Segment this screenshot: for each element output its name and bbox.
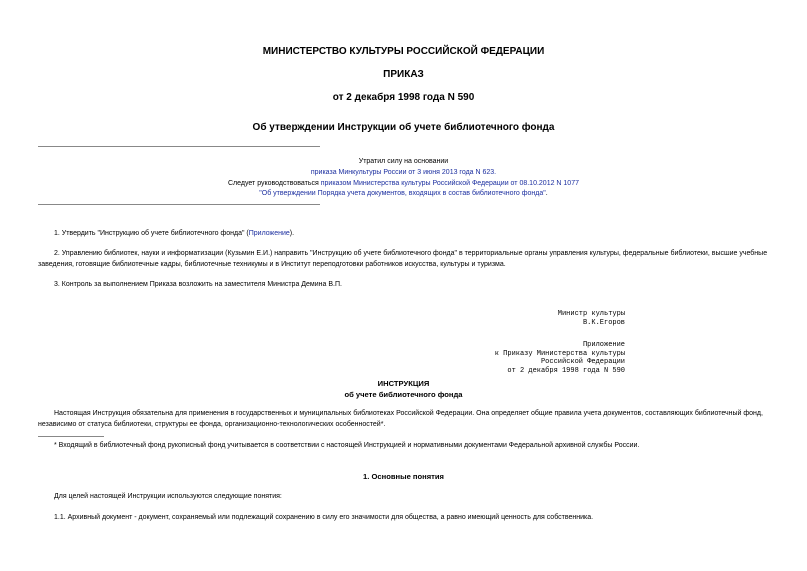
doc-date-number: от 2 декабря 1998 года N 590 — [332, 92, 475, 103]
paragraph-1 — [38, 228, 769, 239]
instruction-intro: Настоящая Инструкция обязательна для применения в государственных и муниципальных библиотеках Российской Федерации. Она определяет общие правила учета документов, составляющих библиотечный фонд, независимо от статуса библиотеки, структуры ее фонда, организационно-технологических особенностей*. — [38, 410, 763, 428]
paragraph-2: 2. Управлению библиотек, науки и информатизации (Кузьмин Е.И.) направить "Инструкцию об учете библиотечного фонда" в территориальные органы управления культуры, федеральные библиотеки, высшие учебные заведения, готовящие библиотечные кадры, библиотечные техникумы и в Институт переподготовки работников искусства, культуры и туризма. — [38, 250, 768, 268]
doc-title: Об утверждении Инструкции об учете библиотечного фонда — [252, 122, 555, 133]
status-note-line1: Утратил силу на основании — [358, 158, 449, 165]
section-1-intro: Для целей настоящей Инструкции используются следующие понятия: — [54, 493, 282, 500]
paragraph-1-text: 1. Утвердить "Инструкцию об учете библиотечного фонда" ( — [54, 230, 249, 237]
instruction-title: ИНСТРУКЦИЯ — [377, 379, 430, 388]
status-note-line4 — [0, 190, 807, 197]
repeal-order-link[interactable]: приказа Минкультуры России от 3 июня 2013 года N 623. — [310, 169, 497, 176]
paragraph-1-end: ). — [289, 230, 295, 237]
appendix-line-2: к Приказу Министерства культуры — [494, 349, 625, 358]
divider-top — [38, 146, 320, 147]
appendix-line-1: Приложение — [582, 341, 625, 349]
ministry-heading: МИНИСТЕРСТВО КУЛЬТУРЫ РОССИЙСКОЙ ФЕДЕРАЦИИ — [262, 46, 545, 57]
section-1-heading: 1. Основные понятия — [363, 472, 444, 481]
signature-title: Министр культуры — [557, 310, 625, 318]
signature-block — [558, 310, 625, 327]
divider-bottom — [38, 204, 320, 205]
footnote: * Входящий в библиотечный фонд рукописный фонд учитывается в соответствии с настоящей Инструкцией и нормативными документами Федеральной архивной службы России. — [54, 442, 640, 449]
appendix-line-4: от 2 декабря 1998 года N 590 — [507, 366, 625, 375]
appendix-link[interactable]: Приложение — [248, 230, 290, 237]
status-note-line2 — [0, 169, 807, 176]
instruction-subtitle: об учете библиотечного фонда — [344, 390, 463, 399]
appendix-line-3: Российской Федерации — [540, 358, 625, 366]
paragraph-3: 3. Контроль за выполнением Приказа возложить на заместителя Министра Демина В.П. — [54, 281, 342, 288]
replacement-order-link[interactable]: приказом Министерства культуры Российской Федерации от 08.10.2012 N 1077 — [320, 180, 579, 187]
footnote-divider — [38, 436, 104, 437]
doc-type-heading: ПРИКАЗ — [383, 69, 424, 80]
procedure-title-link[interactable]: "Об утверждении Порядка учета документов, входящих в состав библиотечного фонда" — [259, 190, 546, 197]
status-note-line3 — [0, 180, 807, 187]
signature-name: В.К.Егоров — [582, 318, 625, 327]
section-1-item-1: 1.1. Архивный документ - документ, сохраняемый или подлежащий сохранению в силу его значимости для общества, а равно имеющий ценность для собственника. — [54, 514, 594, 521]
status-note-suffix: . — [545, 190, 548, 197]
appendix-block — [495, 341, 625, 375]
status-note-prefix: Следует руководствоваться — [228, 180, 321, 187]
